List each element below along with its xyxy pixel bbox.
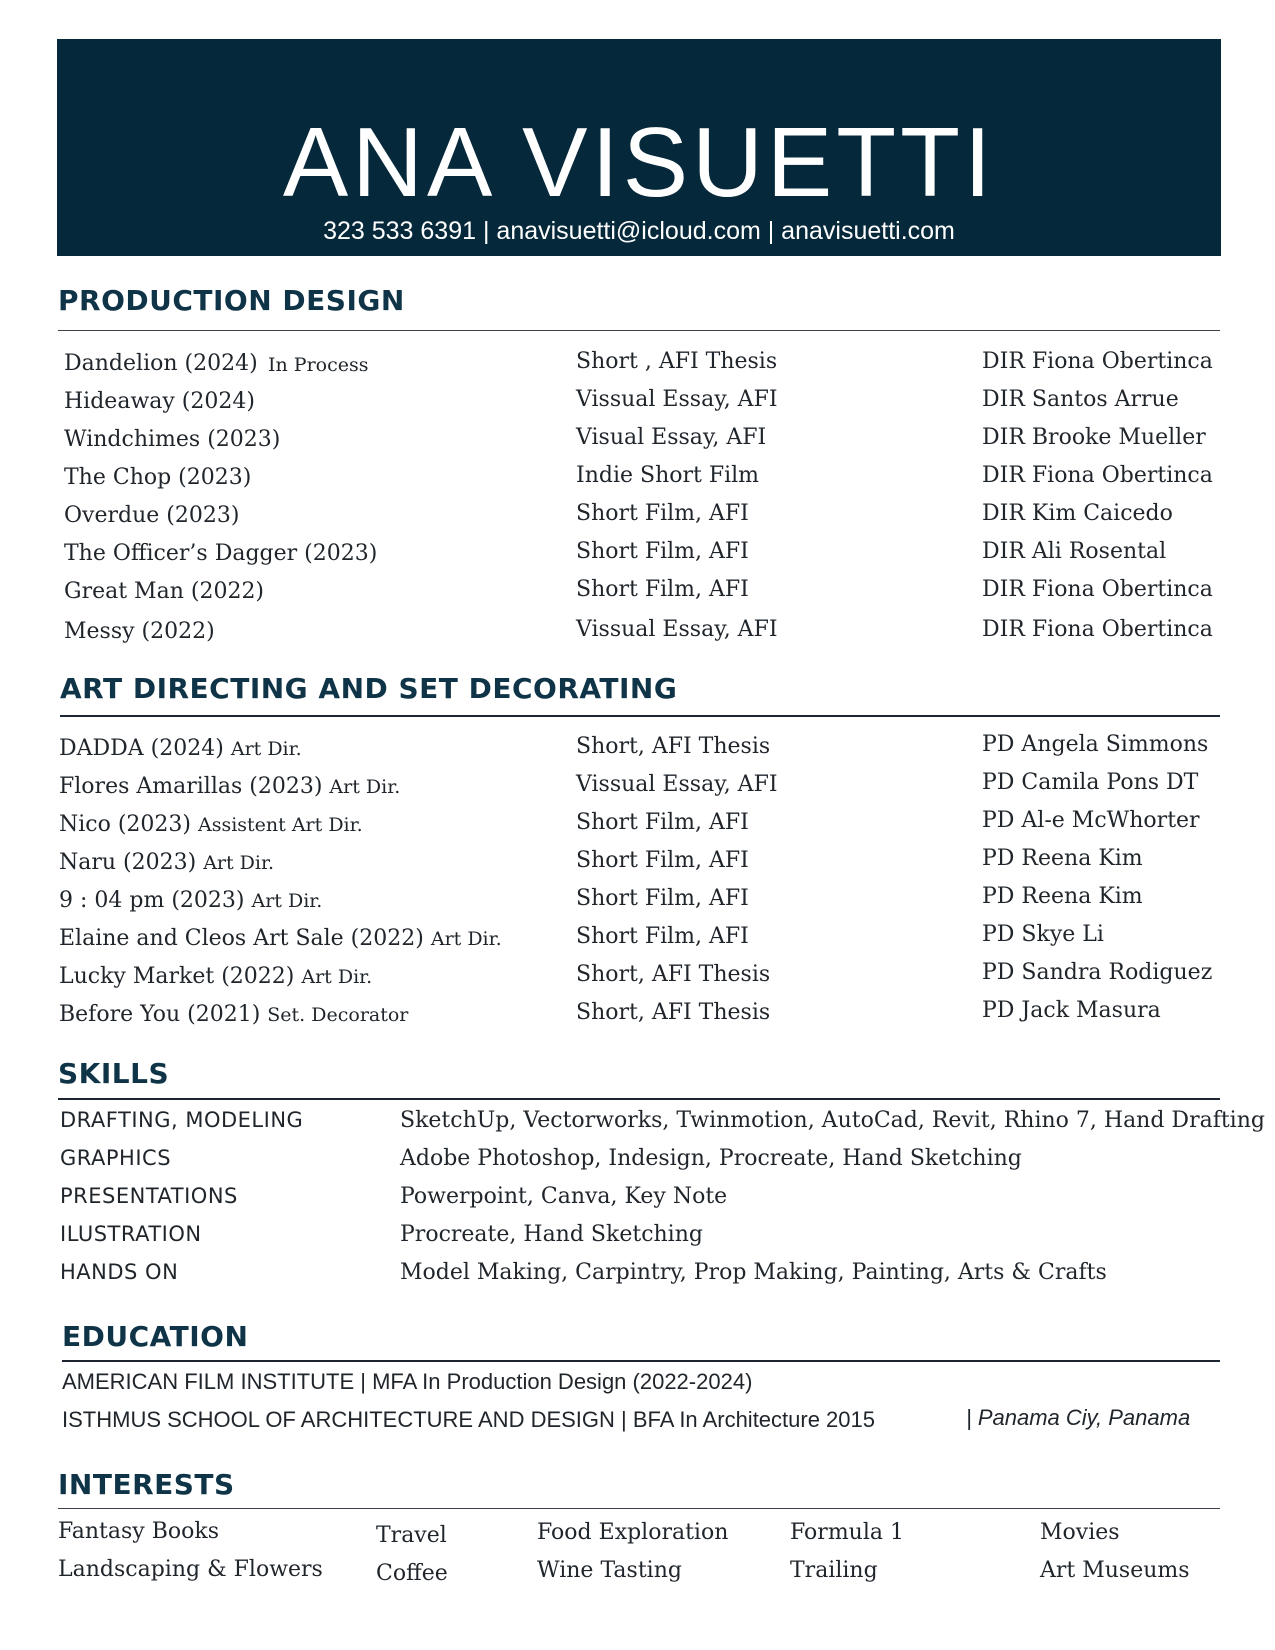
project-type: Vissual Essay, AFI	[576, 387, 778, 412]
project-type: Visual Essay, AFI	[576, 425, 767, 450]
project-type: Vissual Essay, AFI	[576, 617, 778, 642]
project-title: DADDA (2024)	[59, 736, 224, 761]
education-location: | Panama Ciy, Panama	[966, 1405, 1191, 1430]
project-type: Short Film, AFI	[576, 539, 749, 564]
project-designer: PD Jack Masura	[982, 998, 1161, 1023]
project-title: Naru (2023)	[59, 850, 197, 875]
education-entry: ISTHMUS SCHOOL OF ARCHITECTURE AND DESIGN | BFA In Architecture 2015	[62, 1407, 876, 1432]
project-director: DIR Santos Arrue	[982, 387, 1179, 412]
interest-item: Travel	[376, 1523, 447, 1548]
project-type: Short Film, AFI	[576, 501, 749, 526]
interest-item: Fantasy Books	[58, 1519, 220, 1544]
project-title: 9 : 04 pm (2023)	[59, 888, 245, 913]
header-banner	[57, 39, 1221, 256]
project-title-with-role	[59, 773, 400, 801]
skill-tools: Procreate, Hand Sketching	[400, 1222, 703, 1247]
project-title: Before You (2021)	[59, 1002, 261, 1027]
skill-category: DRAFTING, MODELING	[60, 1108, 304, 1132]
section-title-art-directing: ART DIRECTING AND SET DECORATING	[60, 672, 678, 705]
project-designer: PD Sandra Rodiguez	[982, 960, 1213, 985]
section-divider	[62, 1360, 1220, 1362]
project-title: Nico (2023)	[59, 812, 191, 837]
skill-tools: Adobe Photoshop, Indesign, Procreate, Hand Sketching	[400, 1146, 1022, 1171]
project-type: Vissual Essay, AFI	[576, 772, 778, 797]
skill-category: ILUSTRATION	[60, 1222, 202, 1246]
project-title: Lucky Market (2022)	[59, 964, 295, 989]
project-director: DIR Fiona Obertinca	[982, 617, 1213, 642]
interest-item: Formula 1	[790, 1520, 904, 1545]
project-director: DIR Fiona Obertinca	[982, 349, 1213, 374]
project-director: DIR Brooke Mueller	[982, 425, 1206, 450]
section-title-production-design: PRODUCTION DESIGN	[58, 284, 405, 317]
project-type: Short Film, AFI	[576, 577, 749, 602]
skill-tools: SketchUp, Vectorworks, Twinmotion, AutoCad, Revit, Rhino 7, Hand Drafting	[400, 1108, 1265, 1133]
project-title: Overdue (2023)	[64, 503, 240, 528]
skill-category: PRESENTATIONS	[60, 1184, 238, 1208]
skill-tools: Model Making, Carpintry, Prop Making, Painting, Arts & Crafts	[400, 1260, 1107, 1285]
project-title-with-role	[59, 811, 363, 839]
section-title-interests: INTERESTS	[58, 1468, 235, 1501]
project-role: Art Dir.	[430, 928, 502, 950]
project-type: Short, AFI Thesis	[576, 1000, 771, 1025]
project-title-with-role	[59, 963, 372, 991]
project-role: Art Dir.	[251, 890, 323, 912]
project-title: Dandelion (2024)	[64, 351, 258, 376]
interest-item: Trailing	[790, 1558, 878, 1583]
project-title: Great Man (2022)	[64, 579, 265, 604]
project-role: Art Dir.	[230, 738, 302, 760]
project-director: DIR Ali Rosental	[982, 539, 1167, 564]
section-divider	[58, 1508, 1220, 1509]
project-role: Assistent Art Dir.	[198, 814, 363, 836]
education-entry: AMERICAN FILM INSTITUTE | MFA In Production Design (2022-2024)	[62, 1369, 753, 1394]
project-role: Art Dir.	[301, 966, 373, 988]
section-divider	[58, 330, 1220, 331]
interest-item: Movies	[1040, 1520, 1120, 1545]
project-director: DIR Fiona Obertinca	[982, 577, 1213, 602]
project-type: Short Film, AFI	[576, 848, 749, 873]
project-designer: PD Angela Simmons	[982, 732, 1209, 757]
project-type: Short Film, AFI	[576, 924, 749, 949]
project-title: Flores Amarillas (2023)	[59, 774, 323, 799]
section-divider	[60, 715, 1220, 717]
project-role: Art Dir.	[329, 776, 401, 798]
project-title: Windchimes (2023)	[64, 427, 281, 452]
interest-item: Art Museums	[1040, 1558, 1190, 1583]
project-status: In Process	[268, 354, 369, 376]
skill-tools: Powerpoint, Canva, Key Note	[400, 1184, 728, 1209]
project-title-with-role	[59, 925, 502, 953]
project-title: The Officer’s Dagger (2023)	[64, 541, 378, 566]
section-title-skills: SKILLS	[58, 1057, 170, 1090]
project-type: Short , AFI Thesis	[576, 349, 778, 374]
project-title-with-role	[59, 849, 274, 877]
interest-item: Coffee	[376, 1561, 448, 1586]
project-type: Short, AFI Thesis	[576, 962, 771, 987]
interest-item: Food Exploration	[537, 1520, 729, 1545]
skill-category: HANDS ON	[60, 1260, 179, 1284]
project-title: Messy (2022)	[64, 619, 215, 644]
project-title-with-role	[59, 1001, 408, 1029]
project-designer: PD Reena Kim	[982, 846, 1143, 871]
project-type: Short Film, AFI	[576, 886, 749, 911]
project-type: Short Film, AFI	[576, 810, 749, 835]
project-designer: PD Reena Kim	[982, 884, 1143, 909]
project-title-with-role	[59, 887, 322, 915]
section-title-education: EDUCATION	[62, 1320, 249, 1353]
project-type: Short, AFI Thesis	[576, 734, 771, 759]
section-divider	[58, 1098, 1220, 1100]
project-designer: PD Al-e McWhorter	[982, 808, 1200, 833]
contact-line: 323 533 6391 | anavisuetti@icloud.com | anavisuetti.com	[323, 217, 955, 245]
project-designer: PD Skye Li	[982, 922, 1104, 947]
project-title: Elaine and Cleos Art Sale (2022)	[59, 926, 424, 951]
interest-item: Wine Tasting	[537, 1558, 682, 1583]
project-director: DIR Fiona Obertinca	[982, 463, 1213, 488]
interest-item: Landscaping & Flowers	[58, 1557, 323, 1582]
project-title-with-role	[59, 735, 302, 763]
project-type: Indie Short Film	[576, 463, 760, 488]
project-director: DIR Kim Caicedo	[982, 501, 1173, 526]
project-title: The Chop (2023)	[64, 465, 252, 490]
project-role: Set. Decorator	[267, 1004, 409, 1026]
resume-name: ANA VISUETTI	[282, 107, 996, 217]
project-role: Art Dir.	[203, 852, 275, 874]
skill-category: GRAPHICS	[60, 1146, 172, 1170]
project-designer: PD Camila Pons DT	[982, 770, 1199, 795]
project-title: Hideaway (2024)	[64, 389, 255, 414]
